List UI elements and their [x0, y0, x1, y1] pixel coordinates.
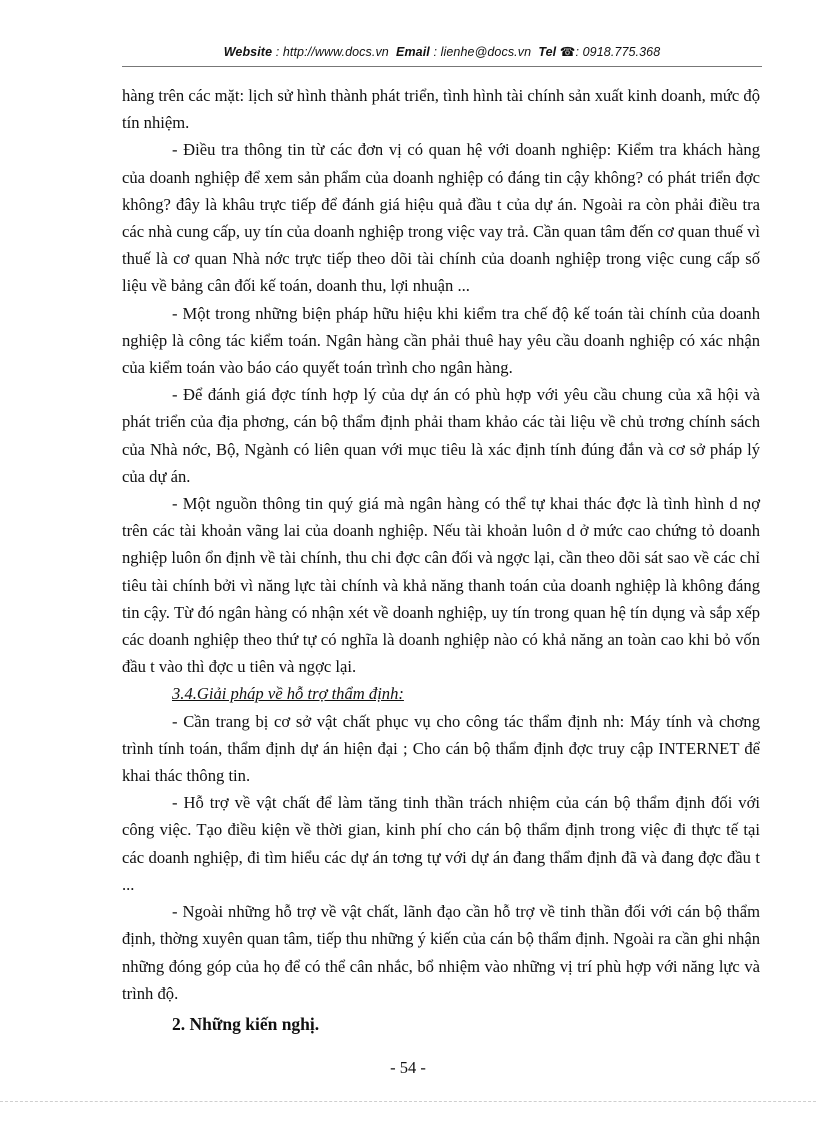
email-label: Email	[396, 45, 430, 59]
section-heading: 3.4.Giải pháp về hỗ trợ thẩm định:	[172, 684, 404, 704]
section-heading: 2. Những kiến nghị.	[172, 1013, 320, 1034]
paragraph: - Ngoài những hỗ trợ về vật chất, lãnh đạo cần hỗ trợ về tinh thần đối với cán bộ thẩm định, thờng xuyên quan tâm, tiếp thu những ý kiến của cán bộ thẩm định. Ngoài ra cần ghi nhận những đóng góp của họ để có thể cân nhắc, bổ nhiệm vào những vị trí phù hợp với năng lực và trình độ.	[122, 902, 760, 1003]
paragraph: - Một nguồn thông tin quý giá mà ngân hàng có thể tự khai thác đợc là tình hình d nợ trên các tài khoản vãng lai của doanh nghiệp. Nếu tài khoản luôn d ở mức cao chứng tỏ doanh nghiệp luôn ổn định về tài chính, thu chi đợc cân đối và ngợc lại, cần theo dõi sát sao về các chỉ tiêu tài chính bởi vì năng lực tài chính và khả năng thanh toán của doanh nghiệp là không đáng tin cậy. Từ đó ngân hàng có nhận xét về doanh nghiệp, uy tín trong quan hệ tín dụng và sắp xếp các doanh nghiệp theo thứ tự có nghĩa là doanh nghiệp nào có khả năng an toàn cao khi bỏ vốn đầu t vào thì đợc u tiên và ngợc lại.	[122, 494, 760, 677]
paragraph: - Điều tra thông tin từ các đơn vị có quan hệ với doanh nghiệp: Kiểm tra khách hàng của doanh nghiệp để xem sản phẩm của doanh nghiệp có đáng tin cậy không? có phát triển đợc không? đây là khâu trực tiếp để đánh giá hiệu quả đầu t của dự án. Ngoài ra còn phải điều tra các nhà cung cấp, uy tín của doanh nghiệp trong việc vay trả. Cần quan tâm đến cơ quan thuế vì thuế là cơ quan Nhà nớc trực tiếp theo dõi tài chính của doanh nghiệp trong việc cung cấp số liệu về bảng cân đối kế toán, doanh thu, lợi nhuận ...	[122, 140, 760, 296]
paragraph: - Một trong những biện pháp hữu hiệu khi kiểm tra chế độ kế toán tài chính của doanh nghiệp là công tác kiểm toán. Ngân hàng cần phải thuê hay yêu cầu doanh nghiệp có xác nhận của kiểm toán vào báo cáo quyết toán trình cho ngân hàng.	[122, 303, 760, 378]
paragraph: - Cần trang bị cơ sở vật chất phục vụ cho công tác thẩm định nh: Máy tính và chơng trình tính toán, thẩm định dự án hiện đại ; Cho cán bộ thẩm định đợc truy cập INTERNET để khai thác thông tin.	[122, 711, 760, 786]
website-url[interactable]: : http://www.docs.vn	[275, 45, 389, 59]
document-body	[122, 82, 760, 1038]
paragraph: - Để đánh giá đợc tính hợp lý của dự án có phù hợp với yêu cầu chung của xã hội và phát triển của địa phơng, cán bộ thẩm định phải tham khảo các tài liệu về chủ trơng chính sách của Nhà nớc, Bộ, Ngành có liên quan với mục tiêu là xác định tính đúng đắn và cơ sở pháp lý của dự án.	[122, 385, 760, 486]
tel-label: Tel	[538, 45, 557, 59]
page-bottom-divider	[0, 1101, 816, 1102]
paragraph: hàng trên các mặt: lịch sử hình thành phát triển, tình hình tài chính sản xuất kinh doanh, mức độ tín nhiệm.	[122, 86, 760, 133]
page-number: - 54 -	[390, 1058, 426, 1077]
page-header	[122, 44, 762, 59]
paragraph: - Hỗ trợ về vật chất để làm tăng tinh thần trách nhiệm của cán bộ thẩm định đối với công việc. Tạo điều kiện về thời gian, kinh phí cho cán bộ thẩm định trong việc đi thực tế tại các doanh nghiệp, đi tìm hiểu các dự án tơng tự với dự án đang thẩm định đã và đang đợc đầu t ...	[122, 793, 760, 894]
email-address[interactable]: : lienhe@docs.vn	[433, 45, 532, 59]
website-label: Website	[223, 45, 273, 59]
tel-number: : 0918.775.368	[575, 45, 661, 59]
phone-icon: ☎	[559, 45, 576, 59]
header-divider	[122, 66, 762, 67]
